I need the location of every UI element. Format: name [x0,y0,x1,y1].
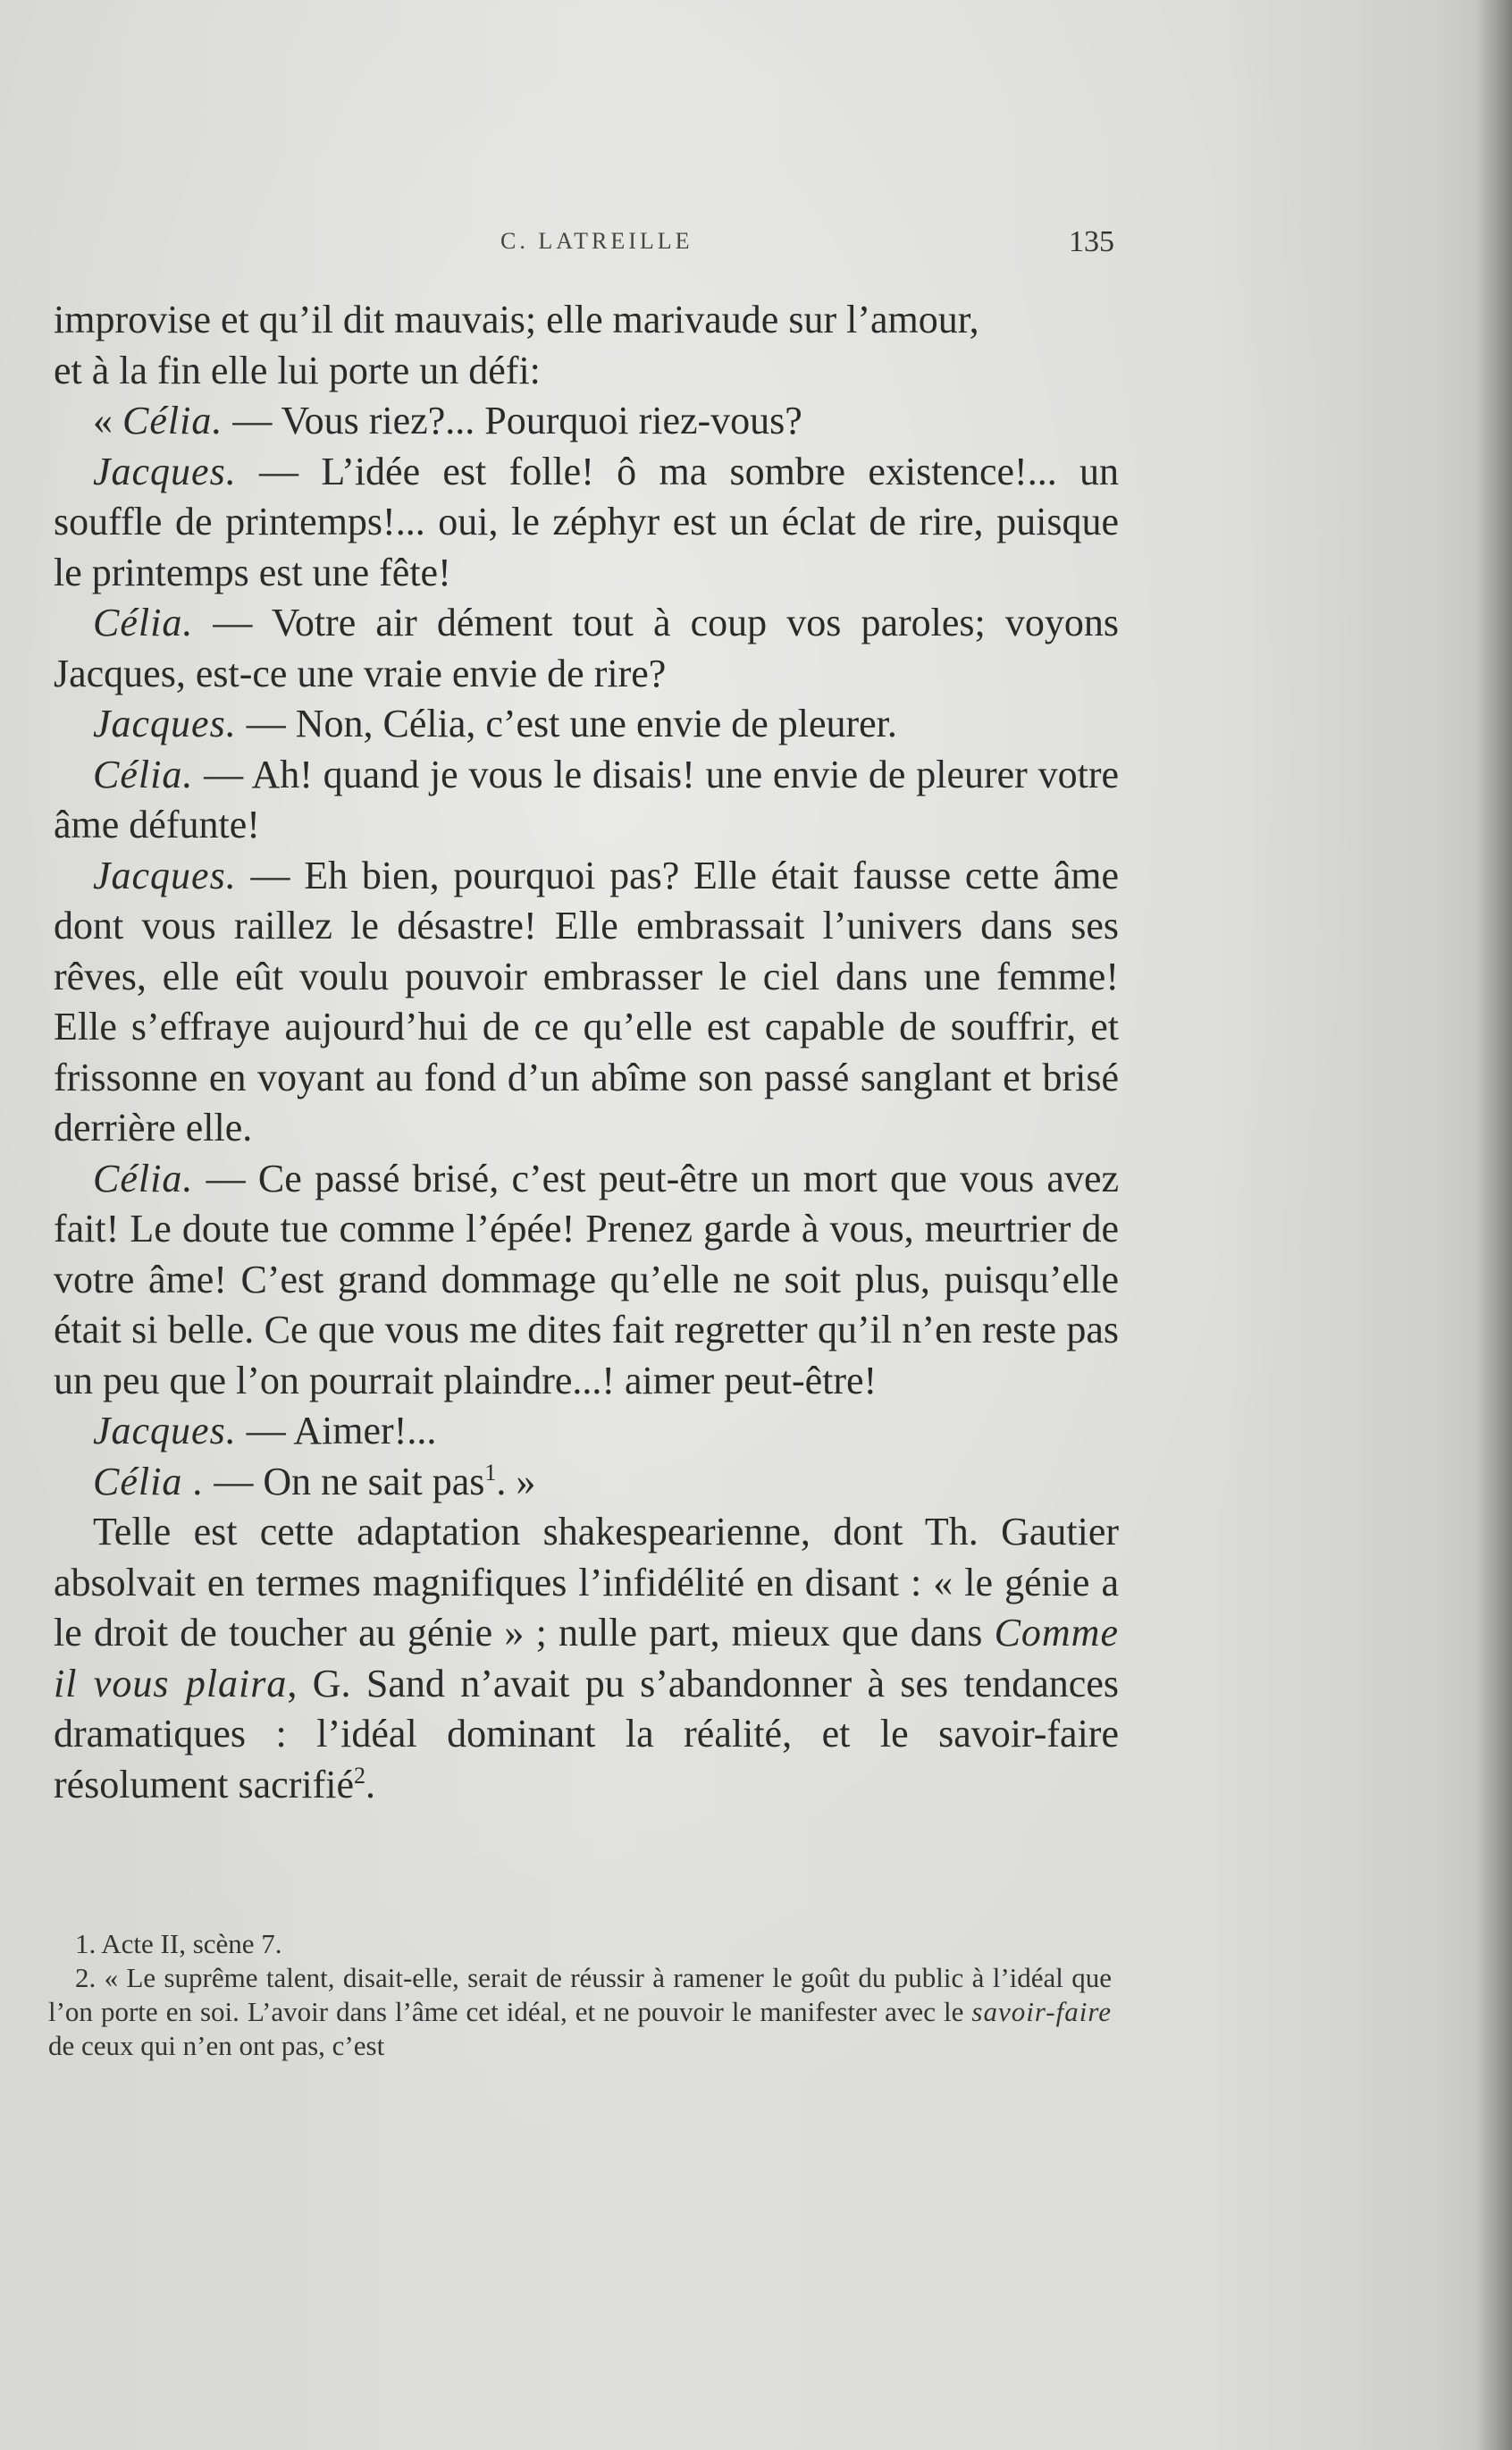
speaker-name: Jacques. [93,853,237,897]
dialogue-paragraph [54,447,1119,599]
dialogue-text: — Ah! quand je vous le disais! une envie de pleurer votre âme défunte! [54,752,1119,846]
dialogue-paragraph [54,396,1119,447]
speaker-name: Célia. [93,601,194,644]
main-text [54,295,1119,1810]
page-number: 135 [1069,225,1114,258]
open-quote: « [93,399,122,442]
body-paragraph [54,1507,1119,1810]
footnote-text: de ceux qui n’en ont pas, c’est [48,2030,385,2061]
dialogue-paragraph [54,598,1119,699]
paragraph-text: Telle est cette adaptation shakespearienne, dont Th. Gautier absolvait en termes magnifiques l’infidélité en disant : « le génie a le droit de toucher au génie » ; nulle part, mieux que dans [54,1510,1119,1654]
dialogue-paragraph [54,1406,1119,1457]
dialogue-text: — Ce passé brisé, c’est peut-être un mort que vous avez fait! Le doute tue comme l’épée! Prenez garde à vous, meurtrier de votre âme! C’est grand dommage qu’elle ne soit plus, puisqu’elle était si belle. Ce que vous me dites fait regretter qu’il n’en reste pas un peu que l’on pourrait plaindre...! aimer peut-être! [54,1156,1119,1402]
work-title: Comme il vous plaira [54,1611,1119,1705]
footnote-italic: savoir-faire [971,1996,1112,2027]
dialogue-paragraph [54,699,1119,750]
speaker-name: Jacques. [93,702,237,745]
paragraph-text: , G. Sand n’avait pu s’abandonner à ses tendances dramatiques : l’idéal dominant la réalité, et le savoir-faire résolument sacrifié [54,1661,1119,1806]
footnote-text: 2. « Le suprême talent, disait-elle, serait de réussir à ramener le goût du public à l’idéal que l’on porte en soi. L’avoir dans l’âme cet idéal, et ne pouvoir le manifester avec le [48,1962,1112,2027]
dialogue-text: — L’idée est folle! ô ma sombre existence!... un souffle de printemps!... oui, le zéphyr est un éclat de rire, puisque le printemps est une fête! [54,449,1119,594]
dialogue-paragraph [54,750,1119,851]
running-header: C. LATREILLE [500,228,693,254]
footnote-2 [48,1961,1112,2063]
dialogue-text: — On ne sait pas [204,1459,485,1503]
dialogue-text: — Non, Célia, c’est une envie de pleurer. [236,702,897,745]
text-line: improvise et qu’il dit mauvais; elle marivaude sur l’amour, [54,298,979,341]
dialogue-paragraph [54,1457,1119,1508]
speaker-name: Jacques. [93,1409,237,1452]
footnote-1: 1. Acte II, scène 7. [75,1928,282,1959]
paragraph-end: . [365,1762,375,1806]
text-line: et à la fin elle lui porte un défi: [54,348,541,392]
dialogue-text: — Eh bien, pourquoi pas? Elle était fausse cette âme dont vous raillez le désastre! Elle embrassait l’univers dans ses rêves, elle eût voulu pouvoir embrasser le ciel dans une femme! Elle s’effraye aujourd’hui de ce qu’elle est capable de souffrir, et frissonne en voyant au fond d’un abîme son passé sanglant et brisé derrière elle. [54,853,1119,1149]
page-edge-shadow [1476,0,1512,2450]
speaker-name: Célia. [93,1156,194,1200]
dialogue-text: — Vous riez?... Pourquoi riez-vous? [223,399,802,442]
dialogue-paragraph [54,1154,1119,1407]
speaker-name: Célia . [93,1459,205,1503]
footnote-ref: 2 [353,1762,365,1789]
footnotes [48,1927,1112,2063]
dialogue-text: — Aimer!... [236,1409,437,1452]
speaker-name: Célia. [93,752,194,796]
speaker-name: Célia. [122,399,223,442]
footnote-ref: 1 [484,1459,497,1486]
close-quote: . » [496,1459,536,1503]
speaker-name: Jacques. [93,449,237,493]
dialogue-text: — Votre air dément tout à coup vos paroles; voyons Jacques, est-ce une vraie envie de rire? [54,601,1119,695]
dialogue-paragraph [54,851,1119,1154]
